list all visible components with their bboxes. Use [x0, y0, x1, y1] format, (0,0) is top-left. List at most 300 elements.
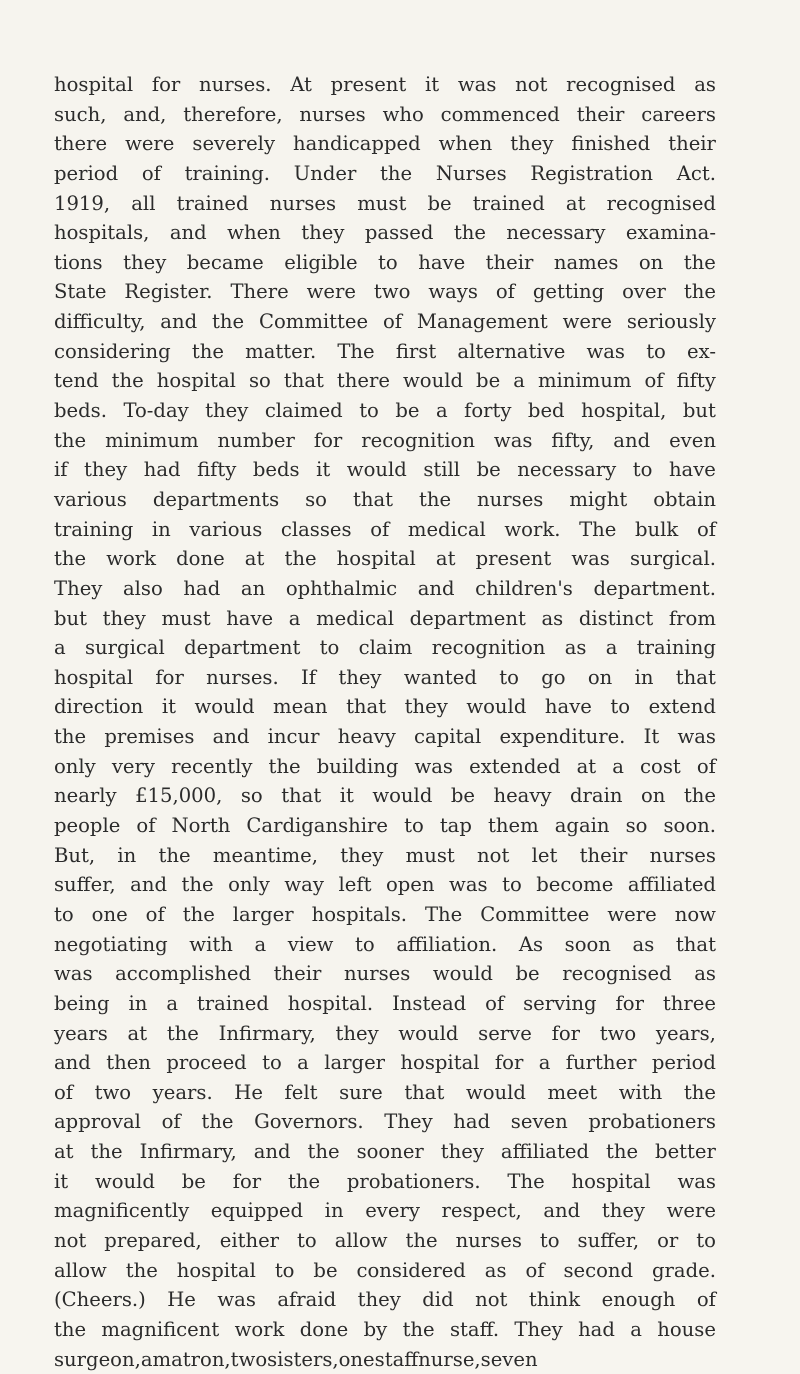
word: Committee [258, 310, 369, 334]
word: when [227, 221, 281, 245]
text-line [54, 989, 716, 1019]
text-line [54, 930, 716, 960]
word: for [155, 665, 184, 689]
word: a [605, 636, 618, 660]
word: the [453, 221, 486, 245]
word: two [230, 1347, 268, 1371]
word: departments [152, 487, 280, 511]
word: a [538, 1051, 551, 1075]
word: various [54, 487, 127, 511]
word: to [262, 1051, 282, 1075]
word: seven [510, 1110, 568, 1134]
word: the [307, 1140, 340, 1164]
word: be [313, 1258, 338, 1282]
word: their [273, 962, 322, 986]
word: surgical. [629, 547, 716, 571]
word: the [125, 1258, 158, 1282]
word: and [543, 1199, 581, 1223]
word: matron, [152, 1347, 231, 1371]
word: the [54, 725, 87, 749]
word: either [219, 1228, 280, 1252]
text-line [54, 485, 716, 515]
word: first [395, 339, 437, 363]
word: trained [472, 191, 545, 215]
word: cost [640, 754, 681, 778]
word: serve [478, 1021, 532, 1045]
word: have [668, 458, 716, 482]
word: tend [54, 369, 99, 393]
word: so [248, 369, 271, 393]
text-line [54, 1256, 716, 1286]
text-line [54, 218, 716, 248]
word: Cardiganshire [246, 814, 389, 838]
word: but [682, 399, 716, 423]
text-line [54, 1315, 716, 1345]
word: present [475, 547, 552, 571]
word: nurses [269, 191, 337, 215]
word: distinct [578, 606, 654, 630]
word: beds [252, 458, 300, 482]
word: them [487, 814, 539, 838]
word: hospital [571, 1169, 651, 1193]
word: the [605, 1140, 639, 1164]
word: of [54, 1080, 74, 1104]
text-line [54, 455, 716, 485]
word: wanted [403, 665, 477, 689]
word: the [166, 1021, 199, 1045]
word: finished [571, 132, 651, 156]
word: children's [475, 576, 573, 600]
word: affiliated [500, 1140, 590, 1164]
word: sisters, [267, 1347, 339, 1371]
word: the [380, 161, 413, 185]
word: necessary [517, 458, 617, 482]
word: two [94, 1080, 132, 1104]
word: the [683, 784, 716, 808]
word: Committee [480, 902, 590, 926]
word: department [409, 606, 526, 630]
word: three [662, 991, 716, 1015]
word: to [54, 902, 74, 926]
word: be [476, 369, 501, 393]
text-line [54, 1019, 716, 1049]
word: that [352, 487, 394, 511]
word: a [630, 1317, 642, 1341]
text-line [54, 692, 716, 722]
text-line [54, 100, 716, 130]
text-line [54, 811, 716, 841]
word: at [54, 1140, 74, 1164]
word: and [212, 725, 250, 749]
word: and, [123, 102, 167, 126]
word: nearly [54, 784, 117, 808]
word: such, [54, 102, 107, 126]
word: The [579, 517, 617, 541]
word: of [141, 161, 161, 185]
word: suffer, [577, 1228, 640, 1252]
word: They [54, 576, 103, 600]
word: At [290, 73, 312, 96]
word: of [136, 814, 156, 838]
word: hospital. [287, 991, 374, 1015]
word: soon. [663, 814, 716, 838]
word: there [54, 132, 108, 156]
word: incur [267, 725, 320, 749]
word: nurses [299, 102, 366, 126]
word: to [297, 1228, 317, 1252]
text-line [54, 1196, 716, 1226]
word: even [669, 428, 716, 452]
word: an [240, 576, 266, 600]
word: medical [407, 517, 486, 541]
word: examina- [625, 221, 716, 245]
word: that [283, 369, 324, 393]
word: eligible [284, 250, 358, 274]
word: the [54, 1317, 87, 1341]
word: to [499, 665, 519, 689]
word: To-day [123, 399, 189, 423]
word: hospitals. [311, 902, 407, 926]
text-line [54, 277, 716, 307]
text-line [54, 248, 716, 278]
word: being [54, 991, 110, 1015]
word: tap [439, 814, 472, 838]
word: trained [176, 191, 249, 215]
word: for [494, 1051, 524, 1075]
word: would [403, 369, 464, 393]
word: would [194, 695, 255, 719]
text-line [54, 1226, 716, 1256]
word: recognition [431, 636, 546, 660]
word: there [336, 369, 390, 393]
word: it [161, 695, 176, 719]
word: of [696, 754, 716, 778]
word: would [466, 695, 527, 719]
word: might [569, 487, 628, 511]
word: were [666, 1199, 716, 1223]
word: done [176, 547, 225, 571]
word: was [457, 73, 497, 96]
word: at [244, 547, 265, 571]
word: they [340, 843, 384, 867]
word: obtain [653, 487, 716, 511]
word: also [122, 576, 163, 600]
word: they [601, 1199, 646, 1223]
word: must [161, 606, 211, 630]
word: of [644, 369, 664, 393]
word: not [477, 843, 510, 867]
word: again [554, 814, 610, 838]
word: The [424, 902, 463, 926]
word: in [128, 991, 148, 1015]
word: present [330, 73, 407, 96]
word: open [385, 873, 435, 897]
word: They [384, 1110, 433, 1134]
word: would [398, 1021, 459, 1045]
word: that [346, 695, 387, 719]
word: equipped [210, 1199, 304, 1223]
word: in [324, 1199, 344, 1223]
word: of [161, 1110, 181, 1134]
word: of [525, 1258, 545, 1282]
word: fifty, [551, 428, 595, 452]
word: proceed [166, 1051, 247, 1075]
word: and [169, 221, 207, 245]
text-line [54, 900, 716, 930]
word: meet [547, 1080, 598, 1104]
word: to [646, 339, 666, 363]
word: approval [54, 1110, 141, 1134]
word: prepared, [104, 1228, 202, 1252]
word: nurses [477, 487, 544, 511]
word: for [313, 428, 343, 452]
text-line [54, 722, 716, 752]
word: recognised [606, 191, 716, 215]
word: matter. [245, 339, 317, 363]
text-line [54, 1078, 716, 1108]
word: Infirmary, [139, 1140, 237, 1164]
word: on [587, 665, 613, 689]
word: they [357, 1288, 401, 1312]
word: classes [280, 517, 352, 541]
text-line [54, 426, 716, 456]
word: difficulty, [54, 310, 146, 334]
word: the [181, 873, 214, 897]
word: the [111, 369, 144, 393]
word: were [607, 902, 657, 926]
word: training. [184, 161, 271, 185]
word: were [562, 310, 612, 334]
word: probationers [588, 1110, 716, 1134]
word: of [696, 517, 716, 541]
word: considering [54, 339, 171, 363]
word: larger [232, 902, 294, 926]
word: was [449, 873, 488, 897]
word: by [363, 1317, 388, 1341]
word: was [677, 1169, 716, 1193]
word: be [181, 1169, 206, 1193]
word: heavy [337, 725, 396, 749]
word: a [297, 1051, 309, 1075]
word: they [335, 1021, 379, 1045]
word: that [675, 665, 716, 689]
word: they [123, 250, 167, 274]
word: so [625, 814, 648, 838]
text-line [54, 752, 716, 782]
word: ex- [687, 339, 716, 363]
word: their [576, 102, 625, 126]
word: There [230, 280, 289, 304]
word: suffer, [54, 873, 116, 897]
word: recognition [361, 428, 475, 452]
word: as [564, 636, 587, 660]
word: the [683, 280, 716, 304]
word: they [510, 132, 554, 156]
word: necessary [506, 221, 606, 245]
word: every [365, 1199, 420, 1223]
text-line [54, 307, 716, 337]
word: and [613, 428, 651, 452]
word: allow [54, 1258, 107, 1282]
word: names [553, 250, 619, 274]
word: to [610, 695, 631, 719]
word: staff [374, 1347, 419, 1371]
word: were [306, 280, 356, 304]
text-line [54, 1345, 716, 1374]
word: further [565, 1051, 637, 1075]
word: £15,000, [135, 784, 223, 808]
word: North [171, 814, 231, 838]
word: the [418, 487, 452, 511]
word: and [253, 1140, 291, 1164]
word: Act. [676, 161, 716, 185]
word: would [372, 784, 433, 808]
word: years, [655, 1021, 716, 1045]
word: surgeon, [54, 1347, 141, 1371]
word: people [54, 814, 121, 838]
word: be [515, 962, 540, 986]
text-line [54, 544, 716, 574]
word: felt [284, 1080, 318, 1104]
text-line [54, 1167, 716, 1197]
word: department. [593, 576, 716, 600]
word: then [106, 1051, 151, 1075]
text-line [54, 781, 716, 811]
word: would [346, 458, 407, 482]
text-line [54, 604, 716, 634]
word: negotiating [54, 932, 168, 956]
word: direction [54, 695, 144, 719]
word: must [405, 843, 455, 867]
word: a [140, 1347, 153, 1371]
word: and [160, 310, 198, 334]
word: if [54, 458, 68, 482]
word: to [355, 932, 375, 956]
word: various [189, 517, 263, 541]
word: 1919, [54, 191, 111, 215]
word: so [305, 487, 327, 511]
word: heavy [493, 784, 552, 808]
word: was [677, 725, 716, 749]
text-line [54, 1137, 716, 1167]
word: second [563, 1258, 634, 1282]
word: very [111, 754, 155, 778]
word: seriously [626, 310, 716, 334]
word: State [54, 280, 107, 304]
word: staff. [449, 1317, 500, 1341]
word: a [435, 399, 448, 423]
word: they [205, 399, 249, 423]
word: became [186, 250, 264, 274]
word: they [102, 606, 146, 630]
word: minimum [105, 428, 199, 452]
text-line [54, 337, 716, 367]
word: would [465, 1080, 526, 1104]
word: or [657, 1228, 679, 1252]
word: a [254, 932, 267, 956]
word: not [54, 1228, 87, 1252]
word: careers [641, 102, 716, 126]
word: have [226, 606, 274, 630]
word: the [54, 428, 87, 452]
word: number [217, 428, 295, 452]
word: house [657, 1317, 716, 1341]
word: minimum [537, 369, 632, 393]
word: was [571, 547, 610, 571]
word: to [274, 1258, 295, 1282]
word: drain [570, 784, 623, 808]
text-line [54, 159, 716, 189]
word: way [284, 873, 324, 897]
word: and [54, 1051, 91, 1075]
word: meantime, [212, 843, 318, 867]
word: two [599, 1021, 637, 1045]
word: passed [364, 221, 434, 245]
text-line [54, 515, 716, 545]
word: building [316, 754, 399, 778]
word: on [638, 250, 664, 274]
word: was [217, 1288, 256, 1312]
word: affiliation. [396, 932, 498, 956]
word: had [453, 1110, 491, 1134]
word: for [232, 1169, 262, 1193]
word: must [357, 191, 407, 215]
word: medical [316, 606, 394, 630]
word: they [301, 221, 345, 245]
word: for [615, 991, 644, 1015]
word: mean [273, 695, 328, 719]
word: They [514, 1317, 563, 1341]
word: one [338, 1347, 375, 1371]
word: severely [192, 132, 276, 156]
word: of [382, 310, 403, 334]
word: to [378, 250, 398, 274]
word: work [234, 1317, 285, 1341]
word: nurses [455, 1228, 522, 1252]
word: the [182, 902, 215, 926]
word: nurses [649, 843, 716, 867]
word: the [268, 754, 301, 778]
word: to [319, 636, 340, 660]
word: affiliated [627, 873, 716, 897]
word: The [507, 1169, 545, 1193]
word: the [287, 1169, 321, 1193]
word: the [683, 1080, 716, 1104]
word: the [402, 1317, 435, 1341]
word: nurses [343, 962, 411, 986]
word: hospital [54, 73, 134, 96]
word: go [541, 665, 566, 689]
word: of [370, 517, 390, 541]
word: probationers. [346, 1169, 481, 1193]
word: fifty [197, 458, 237, 482]
word: to [632, 458, 653, 482]
word: would [94, 1169, 155, 1193]
word: were [125, 132, 175, 156]
word: beds. [54, 399, 107, 423]
word: ophthalmic [285, 576, 398, 600]
word: be [427, 191, 452, 215]
word: in [117, 843, 137, 867]
word: done [299, 1317, 349, 1341]
word: Register. [124, 280, 213, 304]
word: as [541, 606, 564, 630]
word: it [316, 458, 331, 482]
word: as [632, 932, 655, 956]
word: have [544, 695, 592, 719]
word: Governors. [254, 1110, 364, 1134]
text-line [54, 70, 716, 100]
